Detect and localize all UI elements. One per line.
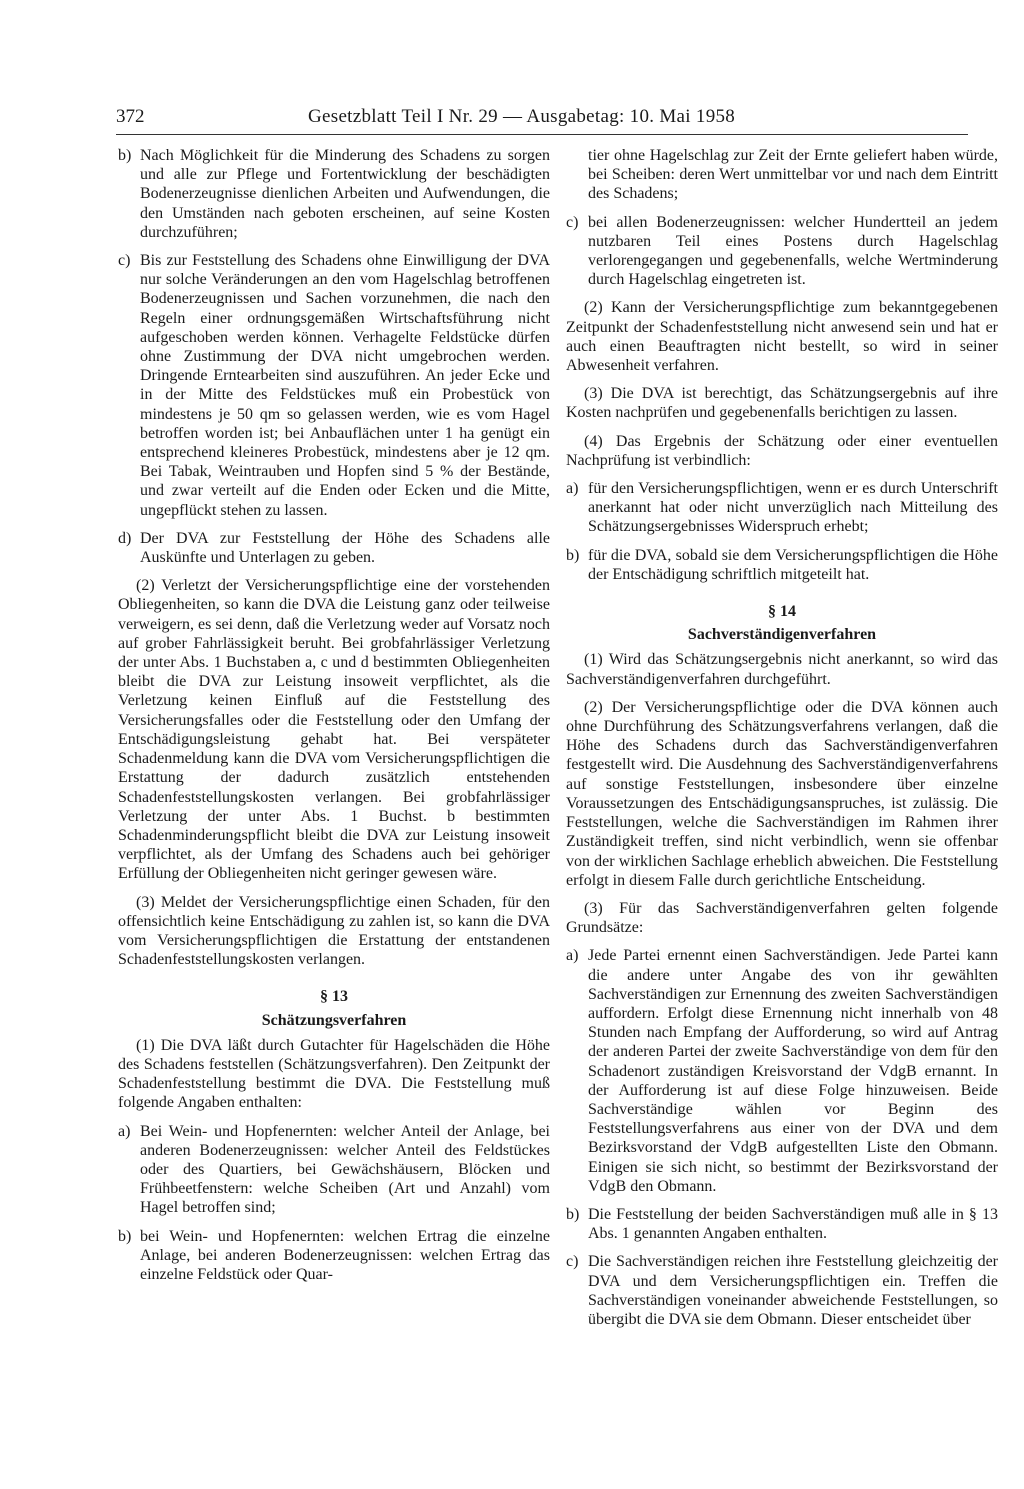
item-label: b): [566, 1205, 580, 1223]
list-item-c: [118, 251, 550, 520]
list-item-13b: [118, 1227, 550, 1285]
section-14-paragraph-3: (3) Für das Sachverständigenverfahren gelten folgende Grundsätze:: [566, 899, 998, 937]
item-label: c): [566, 1253, 579, 1271]
item-text: Die Sachverständigen reichen ihre Feststellung gleichzeitig der DVA und dem Versicherungspflichtigen ein. Treffen die Sachverständigen voneinander abweichende Feststellungen, so übergibt die DVA sie dem Obmann. Dieser entscheidet über: [588, 1253, 998, 1328]
section-13-number: § 13: [320, 988, 348, 1006]
item-label: a): [566, 947, 579, 965]
item-text: Nach Möglichkeit für die Minderung des Schadens zu sorgen und alle zur Pflege und Fortentwicklung der beschädigten Bodenerzeugnisse dienlichen Arbeiten und Aufwendungen, die den Umständen nach geboten erscheinen, auf seine Kosten durchzuführen;: [140, 147, 550, 241]
page-header: [116, 106, 968, 134]
item-text: für den Versicherungspflichtigen, wenn er es durch Unterschrift anerkannt hat oder nicht unverzüglich nach Mitteilung des Schätzungsergebnisses Widerspruch erhebt;: [588, 480, 998, 536]
list-item-4b: [566, 546, 998, 584]
header-rule: [116, 134, 968, 135]
page-number: 372: [116, 106, 145, 127]
item-text: Bis zur Feststellung des Schadens ohne Einwilligung der DVA nur solche Veränderungen an den vom Hagelschlag betroffenen Bodenerzeugnissen und Sachen vorzunehmen, die nach den Regeln einer ordnungsgemäßen Wirtschaftsführung nicht aufgeschoben werden können. Verhagelte Feldstücke dürfen ohne Zustimmung der DVA nicht umgebrochen werden. Dringende Erntearbeiten sind auszuführen. An jeder Ecke und in der Mitte des Feldstückes muß ein Probestück von mindestens je 50 qm so gelassen werden, wie es vom Hagel betroffen worden ist; bei Anbauflächen unter 1 ha genügt ein entsprechend kleineres Probestück, mindestens aber je 12 qm. Bei Tabak, Weintrauben und Hopfen sind 5 % der Bestände, und zwar verteilt auf die Enden oder Ecken und die Mitte, ungepflückt stehen zu lassen.: [140, 252, 550, 519]
item-label: a): [118, 1122, 131, 1140]
list-item-4a: [566, 479, 998, 537]
item-text: bei Wein- und Hopfenernten: welchen Ertrag die einzelne Anlage, bei anderen Bodenerzeugnissen: welchen Ertrag das einzelne Feldstück oder Quar-: [140, 1227, 550, 1283]
section-14-paragraph-2: (2) Der Versicherungspflichtige oder die DVA können auch ohne Durchführung des Schätzungsverfahrens verlangen, daß die Höhe des Schadens durch das Sachverständigenverfahren festgestellt wird. Die Ausdehnung des Sachverständigenverfahrens auf sonstige Feststellungen, insbesondere über einzelne Voraussetzungen des Entschädigungsanspruches, ist zulässig. Die Feststellungen, welche die Sachverständigen im Rahmen ihrer Zuständigkeit treffen, sind nicht verbindlich, wenn sie offenbar von der wirklichen Sachlage erheblich abweichen. Die Feststellung erfolgt in diesem Falle durch gerichtliche Entscheidung.: [566, 698, 998, 889]
list-item-d: [118, 529, 550, 567]
section-14-paragraph-1: (1) Wird das Schätzungsergebnis nicht anerkannt, so wird das Sachverständigenverfahren durchgeführt.: [566, 651, 998, 688]
item-label: d): [118, 529, 132, 547]
list-item-13c: [566, 213, 998, 290]
item-text: für die DVA, sobald sie dem Versicherungspflichtigen die Höhe der Entschädigung schriftlich mitgeteilt hat.: [588, 546, 998, 583]
list-item-13a: [118, 1122, 550, 1218]
section-14-title: Sachverständigenverfahren: [687, 626, 877, 644]
section-13-paragraph-3: (3) Die DVA ist berechtigt, das Schätzungsergebnis auf ihre Kosten nachprüfen und gegebenenfalls berichtigen zu lassen.: [566, 385, 998, 422]
item-text: bei allen Bodenerzeugnissen: welcher Hundertteil an jedem nutzbaren Teil eines Postens durch Hagelschlag verlorengegangen und gegebenenfalls, welche Wertminderung durch Hagelschlag eingetreten ist.: [588, 213, 998, 289]
header-title: Gesetzblatt Teil I Nr. 29 — Ausgabetag: 10. Mai 1958: [308, 106, 736, 127]
list-item-14c: [566, 1252, 998, 1329]
item-label: b): [118, 1227, 132, 1245]
paragraph-2: (2) Verletzt der Versicherungspflichtige eine der vorstehenden Obliegenheiten, so kann die DVA die Leistung ganz oder teilweise verweigern, es sei denn, daß die Verletzung weder auf Vorsatz noch auf grober Fahrlässigkeit beruht. Bei grobfahrlässiger Verletzung der unter Abs. 1 Buchstaben a, c und d bestimmten Obliegenheiten bleibt die DVA zur Leistung insoweit verpflichtet, als die Verletzung keinen Einfluß auf die Feststellung des Versicherungsfalles oder die Feststellung oder den Umfang der Entschädigungsleistung gehabt hat. Bei verspäteter Schadenmeldung kann die DVA vom Versicherungspflichtigen die Erstattung der dadurch zusätzlich entstehenden Schadenfeststellungskosten verlangen. Bei grobfahrlässiger Verletzung der unter Abs. 1 Buchst. b bestimmten Schadenminderungspflicht bleibt die DVA zur Leistung insoweit verpflichtet, als der Umfang des Schadens auch bei gehöriger Erfüllung der Obliegenheiten nicht geringer gewesen wäre.: [118, 577, 550, 883]
paragraph-3: (3) Meldet der Versicherungspflichtige einen Schaden, für den offensichtlich keine Entschädigung zu zahlen ist, so kann die DVA vom Versicherungspflichtigen die Erstattung der entstandenen Schadenfeststellungskosten verlangen.: [118, 893, 550, 969]
left-column: [118, 146, 550, 1284]
right-column: [566, 146, 998, 1329]
item-label: c): [118, 252, 131, 270]
item-label: c): [566, 213, 579, 231]
section-14-number: § 14: [768, 603, 796, 621]
item-label: b): [566, 546, 580, 564]
list-item-14b: [566, 1205, 998, 1243]
item-text: Bei Wein- und Hopfenernten: welcher Anteil der Anlage, bei anderen Bodenerzeugnissen: welcher Anteil des Feldstückes oder des Quartiers, bei Gewächshäusern, Blöcken und Frühbeetfenstern: welche Scheiben (Art und Anzahl) vom Hagel betroffen sind;: [140, 1122, 550, 1217]
item-text: Jede Partei ernennt einen Sachverständigen. Jede Partei kann die andere unter Angabe des von ihr gewählten Sachverständigen zur Ernennung des zweiten Sachverständigen auffordern. Erfolgt diese Ernennung nicht innerhalb von 48 Stunden nach Empfang der Aufforderung, so wird auf Antrag der anderen Partei der zweite Sachverständige von dem für den Schadenort zuständigen Kreisvorstand der VdgB ernannt. In der Aufforderung ist auf diese Folge hinzuweisen. Beide Sachverständige wählen vor Beginn des Feststellungsverfahrens aus einer von der DVA und dem Bezirksvorstand der VdgB aufgestellten Liste den Obmann. Einigen sie sich nicht, so bestimmt der Bezirksvorstand der VdgB den Obmann.: [588, 947, 998, 1195]
section-13-paragraph-2: (2) Kann der Versicherungspflichtige zum bekanntgegebenen Zeitpunkt der Schadenfeststellung nicht anwesend sein und hat er auch einen Beauftragten nicht bestellt, so wird in seiner Abwesenheit verfahren.: [566, 299, 998, 375]
section-13-paragraph-4: (4) Das Ergebnis der Schätzung oder einer eventuellen Nachprüfung ist verbindlich:: [566, 432, 998, 469]
item-label: a): [566, 480, 579, 498]
list-item-14a: [566, 946, 998, 1196]
item-text: Der DVA zur Feststellung der Höhe des Schadens alle Auskünfte und Unterlagen zu geben.: [140, 529, 550, 567]
section-13-paragraph-1: (1) Die DVA läßt durch Gutachter für Hagelschäden die Höhe des Schadens feststellen (Schätzungsverfahren). Den Zeitpunkt der Schadenfeststellung bestimmt die DVA. Die Feststellung muß folgende Angaben enthalten:: [118, 1036, 550, 1112]
section-13-title: Schätzungsverfahren: [261, 1011, 407, 1029]
list-item-b: [118, 146, 550, 242]
item-label: b): [118, 147, 132, 164]
item-text: Die Feststellung der beiden Sachverständigen muß alle in § 13 Abs. 1 genannten Angaben enthalten.: [588, 1205, 998, 1243]
list-item-13b-continued: tier ohne Hagelschlag zur Zeit der Ernte geliefert haben würde, bei Scheiben: deren Wert unmittelbar vor und nach dem Eintritt des Schadens;: [588, 147, 998, 203]
